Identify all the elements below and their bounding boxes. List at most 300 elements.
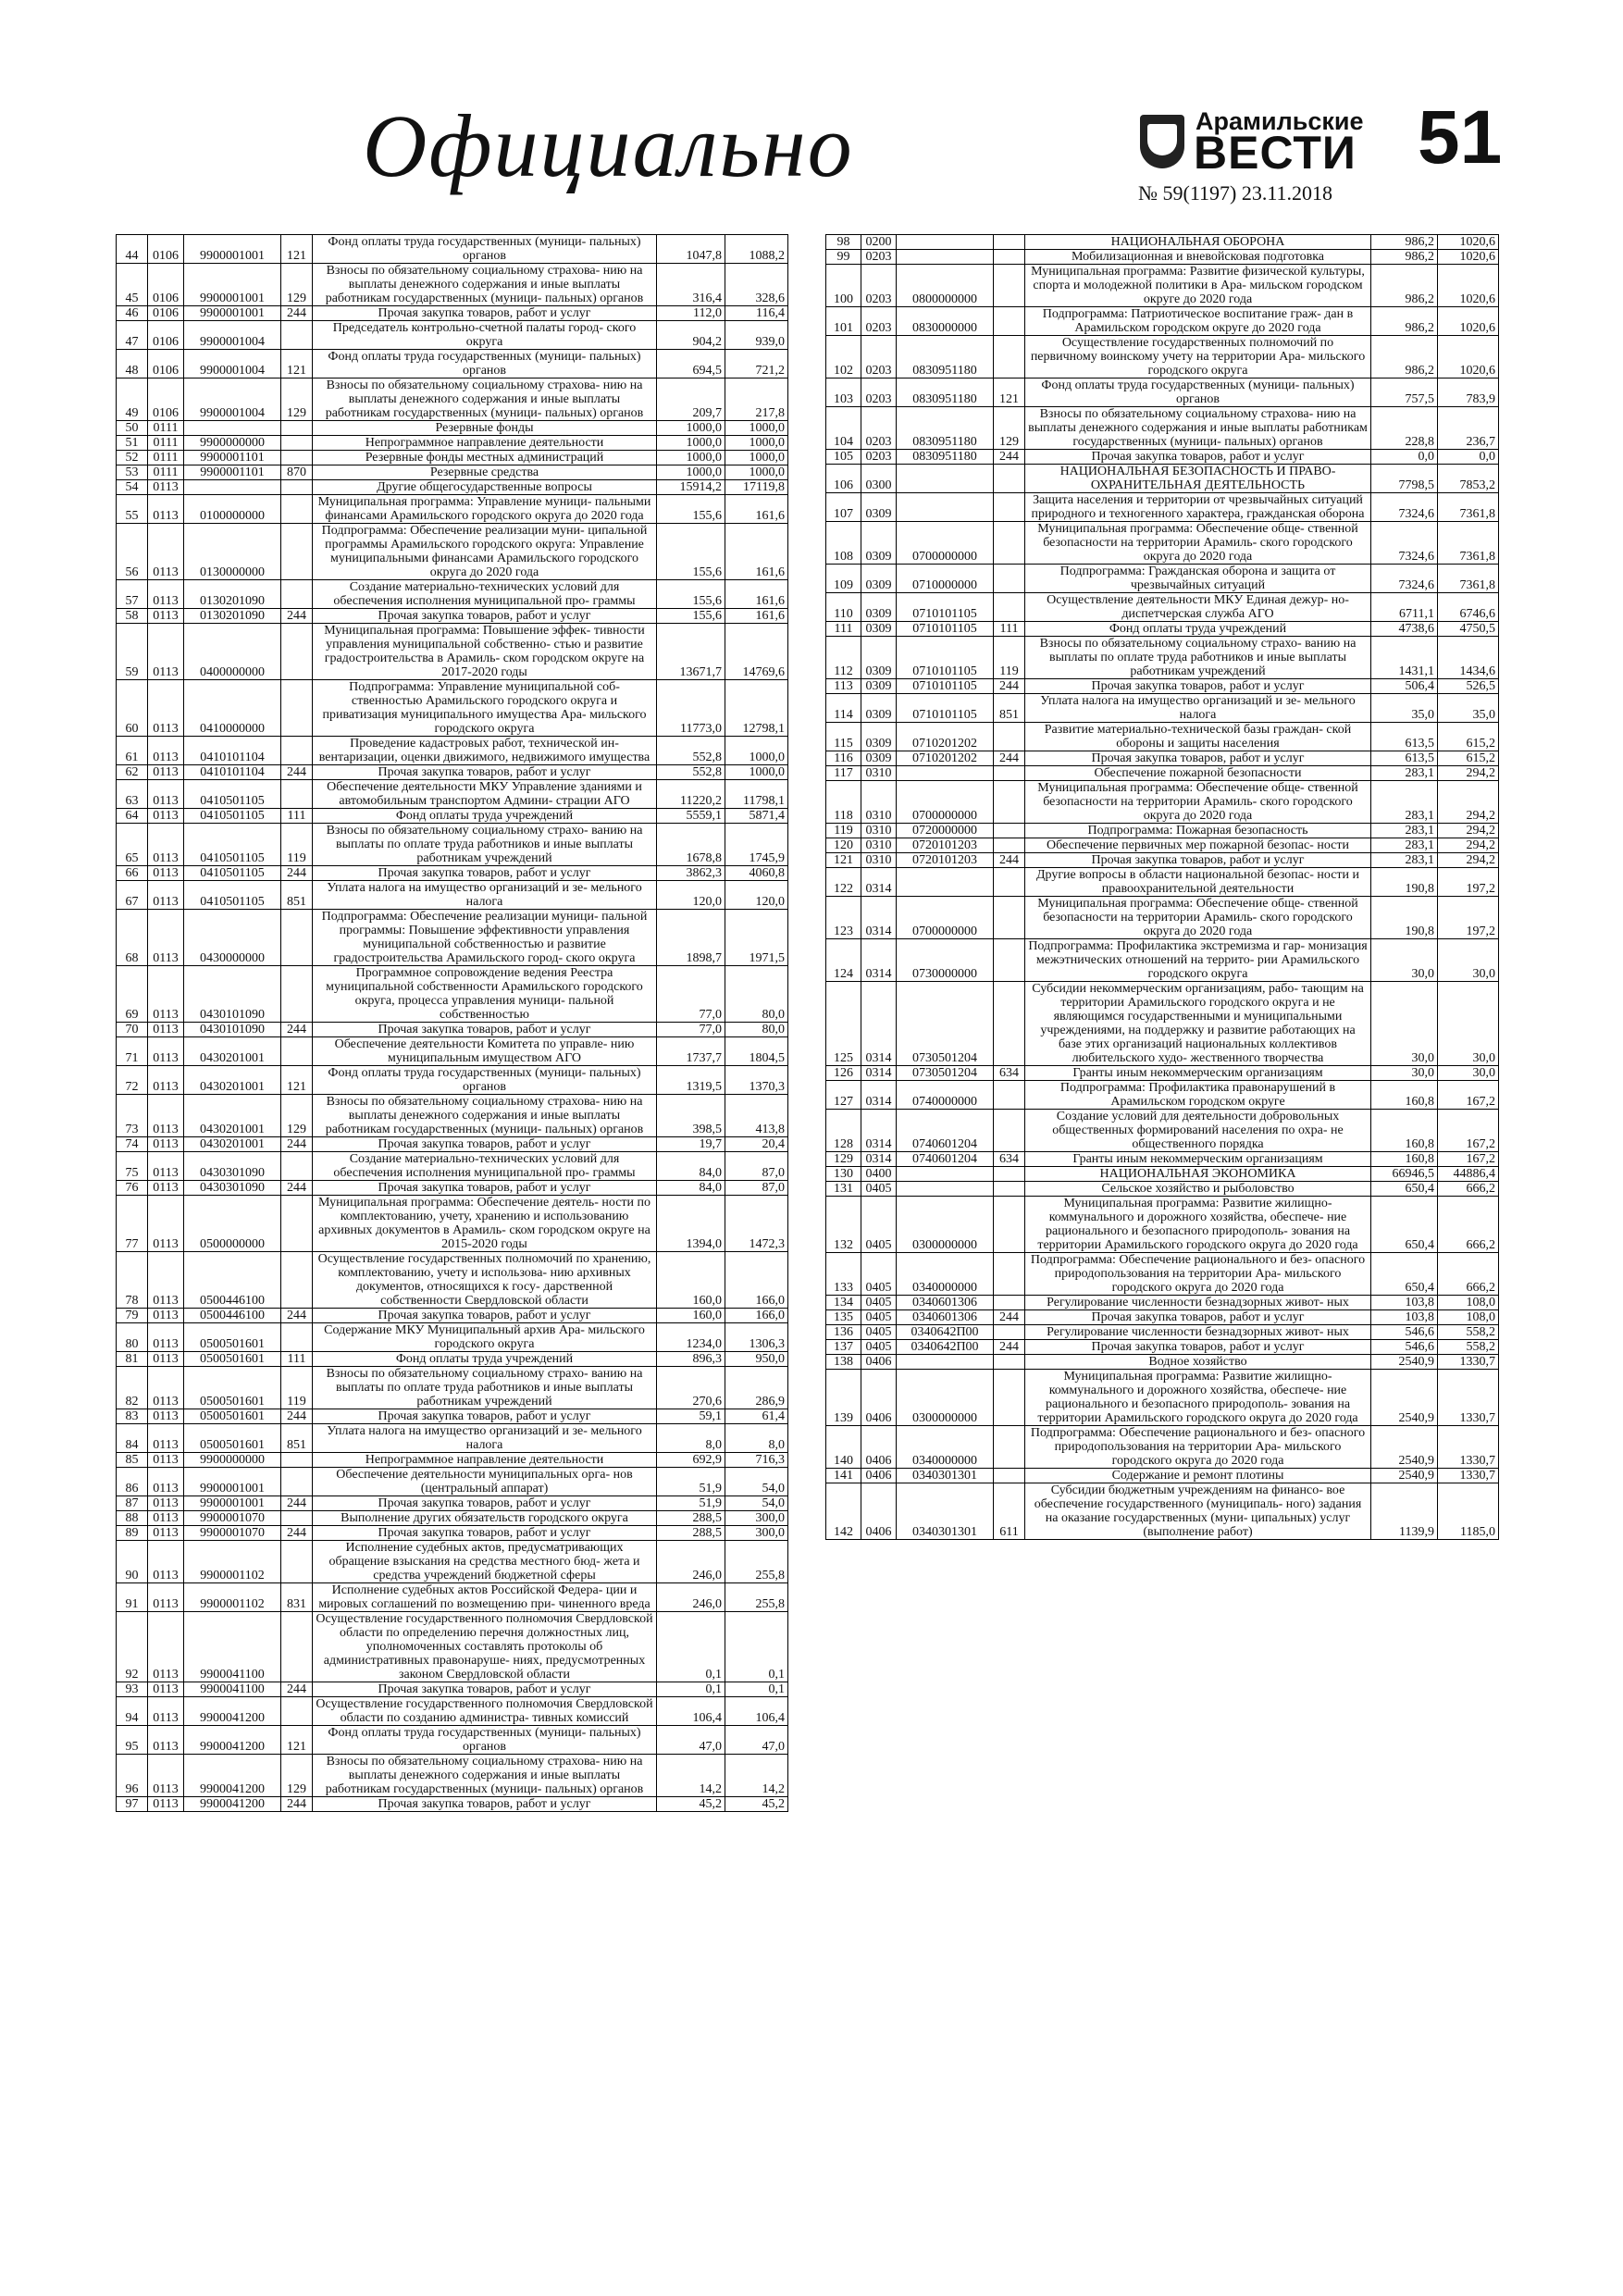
item-description: Взносы по обязательному социальному страхова- нию на выплаты денежного содержания и иные выплаты работникам государственных (муници- пальных) органов: [313, 264, 657, 306]
row-number: 92: [117, 1612, 148, 1682]
amount-2020: 197,2: [1438, 897, 1499, 939]
target-code: 0830951180: [897, 379, 994, 407]
table-row: [117, 780, 788, 809]
expense-type: [281, 480, 313, 495]
target-code: [897, 465, 994, 493]
amount-2020: 7361,8: [1438, 522, 1499, 565]
table-row: [826, 897, 1499, 939]
target-code: 9900041100: [184, 1612, 281, 1682]
row-number: 84: [117, 1424, 148, 1453]
row-number: 137: [826, 1340, 861, 1355]
item-description: Муниципальная программа: Развитие жилищно- коммунального и дорожного хозяйства, обеспече- ние рационального и безопасного природополь- зования на территории Арамильского городского округа до 2020 года: [1025, 1197, 1371, 1253]
amount-2020: 615,2: [1438, 751, 1499, 766]
section-code: 0106: [148, 306, 184, 321]
table-row: [826, 1197, 1499, 1253]
amount-2020: 1804,5: [725, 1037, 788, 1066]
section-code: 0106: [148, 235, 184, 264]
section-code: 0309: [861, 637, 897, 679]
amount-2019: 19,7: [657, 1137, 725, 1152]
row-number: 118: [826, 781, 861, 824]
amount-2019: 4738,6: [1371, 622, 1438, 637]
expense-type: [994, 235, 1025, 250]
amount-2020: 106,4: [725, 1697, 788, 1726]
item-description: Фонд оплаты труда учреждений: [313, 809, 657, 824]
amount-2019: 1234,0: [657, 1323, 725, 1352]
amount-2020: 1472,3: [725, 1196, 788, 1252]
section-code: 0113: [148, 1526, 184, 1541]
row-number: 90: [117, 1541, 148, 1583]
item-description: Прочая закупка товаров, работ и услуг: [1025, 751, 1371, 766]
section-code: 0113: [148, 765, 184, 780]
section-code: 0113: [148, 1323, 184, 1352]
expense-type: [994, 336, 1025, 379]
target-code: 0430301090: [184, 1152, 281, 1181]
amount-2019: 1319,5: [657, 1066, 725, 1095]
amount-2020: 666,2: [1438, 1197, 1499, 1253]
amount-2019: 11773,0: [657, 680, 725, 737]
amount-2020: 197,2: [1438, 868, 1499, 897]
row-number: 129: [826, 1152, 861, 1167]
amount-2019: 160,0: [657, 1309, 725, 1323]
table-row: [826, 379, 1499, 407]
budget-table-left: [116, 234, 788, 1812]
expense-type: [281, 1468, 313, 1496]
item-description: Фонд оплаты труда государственных (муници- пальных) органов: [313, 1066, 657, 1095]
row-number: 91: [117, 1583, 148, 1612]
section-code: 0310: [861, 766, 897, 781]
target-code: [184, 480, 281, 495]
section-code: 0106: [148, 321, 184, 350]
section-code: 0203: [861, 250, 897, 265]
amount-2020: 0,1: [725, 1682, 788, 1697]
item-description: Подпрограмма: Обеспечение реализации муници- пальной программы: Повышение эффективности управления муниципальной собственностью и развитие градостроительства Арамильского город- ского округа: [313, 910, 657, 966]
amount-2019: 160,0: [657, 1252, 725, 1309]
table-row: [826, 1110, 1499, 1152]
item-description: Осуществление государственных полномочий по хранению, комплектованию, учету и использова- нию архивных документов, относящихся к госу- дарственной собственности Свердловской области: [313, 1252, 657, 1309]
expense-type: 111: [994, 622, 1025, 637]
table-row: [117, 1697, 788, 1726]
target-code: 0130000000: [184, 524, 281, 580]
row-number: 70: [117, 1023, 148, 1037]
item-description: Проведение кадастровых работ, технической ин- вентаризации, оценки движимого, недвижимого имущества: [313, 737, 657, 765]
section-code: 0203: [861, 307, 897, 336]
expense-type: [281, 321, 313, 350]
expense-type: [994, 1370, 1025, 1426]
table-row: [117, 306, 788, 321]
section-code: 0314: [861, 897, 897, 939]
amount-2019: 283,1: [1371, 824, 1438, 838]
amount-2019: 112,0: [657, 306, 725, 321]
target-code: 0410501105: [184, 809, 281, 824]
amount-2020: 1330,7: [1438, 1355, 1499, 1370]
section-code: 0309: [861, 593, 897, 622]
row-number: 103: [826, 379, 861, 407]
amount-2020: 721,2: [725, 350, 788, 379]
section-code: 0309: [861, 694, 897, 723]
item-description: Резервные фонды: [313, 421, 657, 436]
row-number: 99: [826, 250, 861, 265]
amount-2019: 30,0: [1371, 982, 1438, 1066]
amount-2019: 15914,2: [657, 480, 725, 495]
row-number: 138: [826, 1355, 861, 1370]
expense-type: [994, 1253, 1025, 1296]
expense-type: 244: [281, 1526, 313, 1541]
target-code: 0400000000: [184, 624, 281, 680]
row-number: 142: [826, 1483, 861, 1540]
row-number: 122: [826, 868, 861, 897]
amount-2020: 558,2: [1438, 1325, 1499, 1340]
row-number: 73: [117, 1095, 148, 1137]
target-code: 9900001101: [184, 451, 281, 465]
target-code: 9900000000: [184, 436, 281, 451]
table-row: [826, 838, 1499, 853]
item-description: Создание условий для деятельности добровольных общественных формирований населения по охра- не общественного порядка: [1025, 1110, 1371, 1152]
item-description: Муниципальная программа: Повышение эффек- тивности управления муниципальной собственно- стью и развитие градостроительства в Арамиль- ском городском округе на 2017-2020 годы: [313, 624, 657, 680]
table-row: [826, 781, 1499, 824]
expense-type: [994, 1469, 1025, 1483]
target-code: 0500501601: [184, 1367, 281, 1409]
amount-2019: 283,1: [1371, 853, 1438, 868]
target-code: 0410000000: [184, 680, 281, 737]
item-description: Уплата налога на имущество организаций и зе- мельного налога: [1025, 694, 1371, 723]
amount-2019: 84,0: [657, 1152, 725, 1181]
expense-type: 244: [281, 1797, 313, 1812]
row-number: 74: [117, 1137, 148, 1152]
target-code: 0800000000: [897, 265, 994, 307]
target-code: [897, 235, 994, 250]
row-number: 82: [117, 1367, 148, 1409]
expense-type: [994, 465, 1025, 493]
table-row: [117, 1352, 788, 1367]
amount-2019: 11220,2: [657, 780, 725, 809]
target-code: 9900041200: [184, 1697, 281, 1726]
item-description: Прочая закупка товаров, работ и услуг: [313, 1797, 657, 1812]
expense-type: [994, 824, 1025, 838]
table-row: [117, 1511, 788, 1526]
table-row: [826, 1370, 1499, 1426]
section-code: 0309: [861, 679, 897, 694]
amount-2020: 1020,6: [1438, 235, 1499, 250]
item-description: Прочая закупка товаров, работ и услуг: [313, 1181, 657, 1196]
row-number: 85: [117, 1453, 148, 1468]
item-description: Взносы по обязательному социальному страхо- ванию на выплаты по оплате труда работников и иные выплаты работникам учреждений: [313, 1367, 657, 1409]
expense-type: [281, 624, 313, 680]
target-code: 0430201001: [184, 1095, 281, 1137]
amount-2020: 14769,6: [725, 624, 788, 680]
table-row: [117, 1755, 788, 1797]
item-description: Подпрограмма: Пожарная безопасность: [1025, 824, 1371, 838]
table-row: [826, 939, 1499, 982]
target-code: 9900041200: [184, 1755, 281, 1797]
expense-type: [281, 680, 313, 737]
amount-2019: 209,7: [657, 379, 725, 421]
expense-type: 851: [281, 881, 313, 910]
table-row: [117, 1496, 788, 1511]
amount-2019: 316,4: [657, 264, 725, 306]
expense-type: 244: [994, 450, 1025, 465]
section-code: 0113: [148, 1755, 184, 1797]
amount-2020: 45,2: [725, 1797, 788, 1812]
expense-type: 244: [281, 1023, 313, 1037]
table-row: [117, 465, 788, 480]
item-description: Прочая закупка товаров, работ и услуг: [313, 1137, 657, 1152]
amount-2019: 106,4: [657, 1697, 725, 1726]
target-code: 0500446100: [184, 1309, 281, 1323]
amount-2020: 300,0: [725, 1511, 788, 1526]
table-row: [117, 809, 788, 824]
expense-type: [281, 421, 313, 436]
table-row: [826, 307, 1499, 336]
section-code: 0113: [148, 1066, 184, 1095]
amount-2020: 0,1: [725, 1612, 788, 1682]
row-number: 119: [826, 824, 861, 838]
amount-2020: 166,0: [725, 1309, 788, 1323]
expense-type: 244: [281, 1309, 313, 1323]
item-description: Муниципальная программа: Развитие жилищно- коммунального и дорожного хозяйства, обеспече- ние рационального и безопасного природополь- зования на территории Арамильского городского округа до 2020 года: [1025, 1370, 1371, 1426]
target-code: 0340301301: [897, 1469, 994, 1483]
expense-type: 119: [281, 1367, 313, 1409]
target-code: 9900001070: [184, 1511, 281, 1526]
target-code: 0830951180: [897, 450, 994, 465]
target-code: 0710201202: [897, 751, 994, 766]
section-code: 0113: [148, 480, 184, 495]
amount-2019: 283,1: [1371, 838, 1438, 853]
row-number: 111: [826, 622, 861, 637]
item-description: Регулирование численности безнадзорных живот- ных: [1025, 1325, 1371, 1340]
issue-number: № 59(1197) 23.11.2018: [1138, 181, 1333, 205]
row-number: 125: [826, 982, 861, 1066]
target-code: 0130201090: [184, 609, 281, 624]
section-code: 0113: [148, 1152, 184, 1181]
target-code: 9900001001: [184, 264, 281, 306]
expense-type: [994, 565, 1025, 593]
amount-2019: 1678,8: [657, 824, 725, 866]
table-row: [117, 264, 788, 306]
section-code: 0406: [861, 1370, 897, 1426]
amount-2020: 30,0: [1438, 939, 1499, 982]
amount-2019: 288,5: [657, 1511, 725, 1526]
row-number: 61: [117, 737, 148, 765]
item-description: Взносы по обязательному социальному страхова- нию на выплаты денежного содержания и иные выплаты работникам государственных (муници- пальных) органов: [313, 1095, 657, 1137]
amount-2020: 783,9: [1438, 379, 1499, 407]
section-code: 0310: [861, 781, 897, 824]
item-description: Обеспечение деятельности МКУ Управление зданиями и автомобильным транспортом Админи- страции АГО: [313, 780, 657, 809]
table-row: [117, 451, 788, 465]
target-code: 0700000000: [897, 522, 994, 565]
right-column: [825, 234, 1499, 1540]
row-number: 108: [826, 522, 861, 565]
target-code: 0410501105: [184, 866, 281, 881]
amount-2019: 986,2: [1371, 265, 1438, 307]
amount-2020: 1088,2: [725, 235, 788, 264]
table-row: [826, 1167, 1499, 1182]
amount-2019: 13671,7: [657, 624, 725, 680]
table-row: [826, 766, 1499, 781]
row-number: 52: [117, 451, 148, 465]
target-code: 9900001101: [184, 465, 281, 480]
expense-type: 119: [994, 637, 1025, 679]
section-code: 0309: [861, 493, 897, 522]
amount-2019: 155,6: [657, 609, 725, 624]
amount-2020: 12798,1: [725, 680, 788, 737]
item-description: Исполнение судебных актов, предусматривающих обращение взыскания на средства местного бюд- жета и средства учреждений бюджетной сферы: [313, 1541, 657, 1583]
target-code: [897, 868, 994, 897]
item-description: Фонд оплаты труда государственных (муници- пальных) органов: [313, 1726, 657, 1755]
expense-type: [281, 524, 313, 580]
target-code: 0430201001: [184, 1037, 281, 1066]
amount-2019: 84,0: [657, 1181, 725, 1196]
item-description: Фонд оплаты труда государственных (муници- пальных) органов: [1025, 379, 1371, 407]
amount-2019: 2540,9: [1371, 1469, 1438, 1483]
section-code: 0314: [861, 1066, 897, 1081]
amount-2020: 17119,8: [725, 480, 788, 495]
row-number: 141: [826, 1469, 861, 1483]
section-code: 0203: [861, 336, 897, 379]
row-number: 134: [826, 1296, 861, 1310]
target-code: 9900001004: [184, 350, 281, 379]
amount-2019: 546,6: [1371, 1340, 1438, 1355]
amount-2019: 120,0: [657, 881, 725, 910]
amount-2019: 7324,6: [1371, 493, 1438, 522]
expense-type: 634: [994, 1152, 1025, 1167]
table-row: [117, 1682, 788, 1697]
amount-2020: 161,6: [725, 495, 788, 524]
target-code: 0410501105: [184, 881, 281, 910]
section-code: 0113: [148, 1137, 184, 1152]
item-description: Субсидии некоммерческим организациям, рабо- тающим на территории Арамильского городского округа и не являющимся государственными и муниципальными учреждениями, на поддержку и развитие работающих на базе этих организаций национальных коллективов любительского худо- жественного творчества: [1025, 982, 1371, 1066]
expense-type: [281, 1037, 313, 1066]
amount-2019: 228,8: [1371, 407, 1438, 450]
table-row: [117, 524, 788, 580]
item-description: Прочая закупка товаров, работ и услуг: [313, 1526, 657, 1541]
item-description: Председатель контрольно-счетной палаты город- ского округа: [313, 321, 657, 350]
amount-2019: 546,6: [1371, 1325, 1438, 1340]
table-row: [826, 1469, 1499, 1483]
section-code: 0113: [148, 1352, 184, 1367]
amount-2020: 526,5: [1438, 679, 1499, 694]
section-code: 0310: [861, 824, 897, 838]
amount-2020: 1330,7: [1438, 1426, 1499, 1469]
table-row: [117, 680, 788, 737]
table-row: [826, 336, 1499, 379]
target-code: 9900001001: [184, 235, 281, 264]
section-code: 0200: [861, 235, 897, 250]
table-row: [117, 1526, 788, 1541]
left-column: [116, 234, 788, 1812]
amount-2020: 30,0: [1438, 1066, 1499, 1081]
expense-type: [281, 910, 313, 966]
expense-type: [994, 265, 1025, 307]
amount-2019: 506,4: [1371, 679, 1438, 694]
row-number: 124: [826, 939, 861, 982]
item-description: Обеспечение деятельности муниципальных орга- нов (центральный аппарат): [313, 1468, 657, 1496]
expense-type: [281, 1541, 313, 1583]
amount-2019: 552,8: [657, 737, 725, 765]
row-number: 94: [117, 1697, 148, 1726]
table-row: [117, 624, 788, 680]
expense-type: 634: [994, 1066, 1025, 1081]
section-code: 0113: [148, 1726, 184, 1755]
section-code: 0113: [148, 1583, 184, 1612]
amount-2020: 7853,2: [1438, 465, 1499, 493]
expense-type: 244: [994, 1310, 1025, 1325]
section-code: 0400: [861, 1167, 897, 1182]
expense-type: [994, 1325, 1025, 1340]
row-number: 127: [826, 1081, 861, 1110]
table-row: [117, 1409, 788, 1424]
target-code: 0130201090: [184, 580, 281, 609]
amount-2020: 44886,4: [1438, 1167, 1499, 1182]
row-number: 60: [117, 680, 148, 737]
item-description: Содержание МКУ Муниципальный архив Ара- мильского городского округа: [313, 1323, 657, 1352]
expense-type: 244: [281, 609, 313, 624]
target-code: 0340000000: [897, 1253, 994, 1296]
section-code: 0113: [148, 1511, 184, 1526]
item-description: Муниципальная программа: Управление муници- пальными финансами Арамильского городского округа до 2020 года: [313, 495, 657, 524]
amount-2019: 613,5: [1371, 751, 1438, 766]
amount-2019: 0,1: [657, 1612, 725, 1682]
target-code: 9900041100: [184, 1682, 281, 1697]
expense-type: [281, 495, 313, 524]
section-code: 0113: [148, 1682, 184, 1697]
target-code: [897, 1167, 994, 1182]
target-code: 9900001004: [184, 321, 281, 350]
target-code: 0710101105: [897, 637, 994, 679]
amount-2019: 77,0: [657, 966, 725, 1023]
amount-2020: 1745,9: [725, 824, 788, 866]
item-description: Прочая закупка товаров, работ и услуг: [313, 1409, 657, 1424]
amount-2019: 14,2: [657, 1755, 725, 1797]
section-code: 0113: [148, 1424, 184, 1453]
expense-type: [994, 1197, 1025, 1253]
amount-2020: 413,8: [725, 1095, 788, 1137]
amount-2019: 986,2: [1371, 307, 1438, 336]
row-number: 131: [826, 1182, 861, 1197]
table-row: [117, 1612, 788, 1682]
row-number: 76: [117, 1181, 148, 1196]
item-description: Регулирование численности безнадзорных живот- ных: [1025, 1296, 1371, 1310]
expense-type: 129: [281, 1755, 313, 1797]
row-number: 58: [117, 609, 148, 624]
amount-2019: 6711,1: [1371, 593, 1438, 622]
row-number: 87: [117, 1496, 148, 1511]
expense-type: [281, 1697, 313, 1726]
target-code: 0700000000: [897, 897, 994, 939]
row-number: 83: [117, 1409, 148, 1424]
row-number: 68: [117, 910, 148, 966]
section-code: 0113: [148, 780, 184, 809]
amount-2019: 283,1: [1371, 766, 1438, 781]
row-number: 48: [117, 350, 148, 379]
table-row: [117, 1424, 788, 1453]
target-code: 0340000000: [897, 1426, 994, 1469]
row-number: 77: [117, 1196, 148, 1252]
amount-2020: 716,3: [725, 1453, 788, 1468]
table-row: [117, 765, 788, 780]
table-row: [117, 350, 788, 379]
amount-2019: 155,6: [657, 580, 725, 609]
item-description: Подпрограмма: Обеспечение рационального и без- опасного природопользования на территории Ара- мильского городского округа до 2020 года: [1025, 1253, 1371, 1296]
section-code: 0113: [148, 1409, 184, 1424]
expense-type: [281, 580, 313, 609]
table-row: [117, 1023, 788, 1037]
target-code: 0300000000: [897, 1370, 994, 1426]
item-description: НАЦИОНАЛЬНАЯ ЭКОНОМИКА: [1025, 1167, 1371, 1182]
item-description: Муниципальная программа: Обеспечение обще- ственной безопасности на территории Арамиль- ского городского округа до 2020 года: [1025, 897, 1371, 939]
item-description: Мобилизационная и вневойсковая подготовка: [1025, 250, 1371, 265]
item-description: Создание материально-технических условий для обеспечения исполнения муниципальной про- граммы: [313, 1152, 657, 1181]
amount-2020: 1306,3: [725, 1323, 788, 1352]
